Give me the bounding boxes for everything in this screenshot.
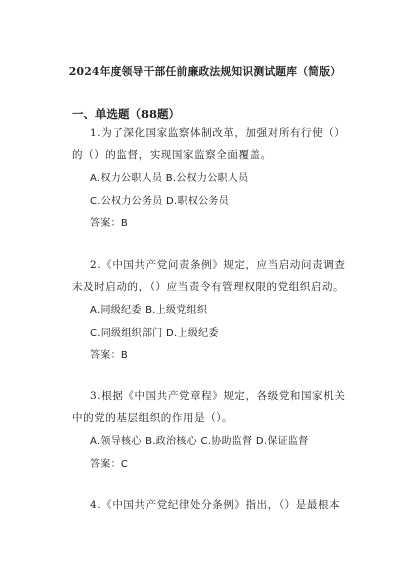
question-2-answer: 答案：B [90, 350, 129, 361]
question-2-options-2: C.同级组织部门 D.上级纪委 [90, 328, 219, 339]
question-3-answer: 答案：C [90, 459, 129, 470]
question-1-options-2: C.公权力公务员 D.职权公务员 [90, 196, 230, 207]
document-title: 2024年度领导干部任前廉政法规知识测试题库（简版） [68, 65, 342, 78]
question-1-answer: 答案：B [90, 218, 129, 229]
question-3-line-2: 中的党的基层组织的作用是（）。 [72, 412, 234, 424]
question-1-line-1: 1.为了深化国家监察体制改革，加强对所有行使（） [90, 127, 346, 139]
question-1-line-2: 的（）的监督，实现国家监察全面覆盖。 [72, 149, 272, 161]
question-3-line-1: 3.根据《中国共产党章程》规定，各级党和国家机关 [90, 390, 346, 402]
section-heading: 一、单选题（88题） [72, 107, 181, 121]
question-2-line-2: 未及时启动的，（）应当责令有管理权限的党组织启动。 [72, 281, 345, 293]
question-1-options-1: A.权力公职人员 B.公权力公职人员 [90, 173, 249, 184]
question-4-line-1: 4.《中国共产党纪律处分条例》指出，（）是最根本 [90, 499, 341, 511]
question-2-line-1: 2.《中国共产党问责条例》规定，应当启动问责调查 [90, 259, 346, 271]
question-2-options-1: A.同级纪委 B.上级党组织 [90, 305, 208, 316]
question-3-options-1: A.领导核心 B.政治核心 C.协助监督 D.保证监督 [90, 436, 309, 447]
